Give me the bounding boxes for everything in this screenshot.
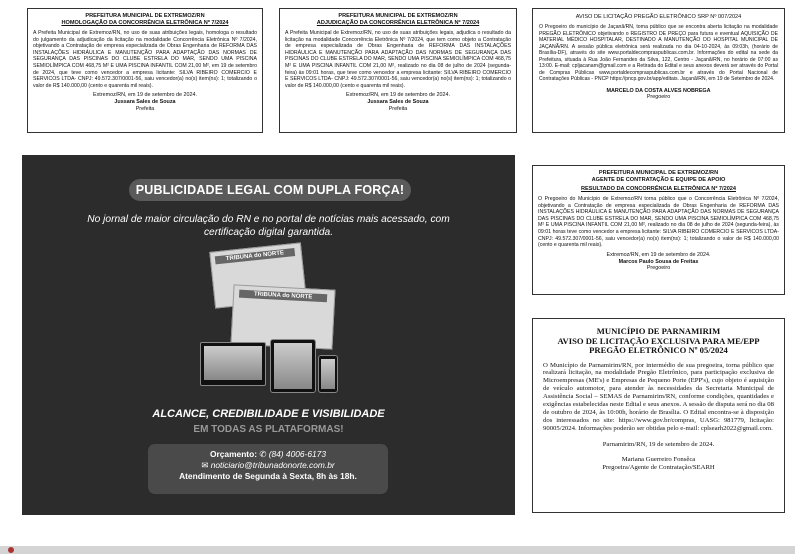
notice-role: Pregoeira/Agente de Contratação/SEARH: [602, 464, 715, 472]
email-icon: ✉: [201, 460, 209, 470]
notice-org: PREFEITURA MUNICIPAL DE EXTREMOZ/RN: [338, 13, 458, 19]
notice-signer: Jussara Sales de Souza: [114, 99, 176, 106]
phone-icon: [318, 355, 338, 393]
notice-heading: AVISO DE LICITAÇÃO EXCLUSIVA PARA ME/EPP: [557, 335, 760, 346]
newspaper-devices-illustration: [192, 247, 342, 397]
notice-date: Extremoz/RN, em 19 de setembro de 2024.: [93, 92, 197, 99]
notice-date: Parnamirim/RN, 19 de setembro de 2024.: [602, 440, 715, 448]
ad-contact-box: [148, 444, 388, 494]
notice-body: O Município de Parnamirim/RN, por intermédio de sua pregoeira, torna público que realizará licitação, na modalidade Pregão Eletrônico, para participação exclusiva de Microempresas (ME's) e Empresas de Pequeno Porte (EPP's), cujo objeto é aquisição de veículo automotor, para atender às necessidades da Secretaria Municipal de Assistência Social – SEMAS de Parnamirim/RN, conforme condições, quantidades e exigências estabelecidas neste Edital e seus anexos. A sessão de disputa será no dia 08 de outubro de 2024, às 10:00h, horário de Brasília. O Edital encontra-se à disposição dos interessados no site: https://www.gov.br/compras, UASG: 981779, licitação: 90005/2024. Informações poderão ser obtidas pelo e-mail: cplsearh2022@gmail.com.: [543, 361, 774, 432]
notice-body: A Prefeita Municipal de Extremoz/RN, no uso de suas atribuições legais, homologa o resultado do julgamento da adjudicação da licitação na modalidade Concorrência Eletrônica Nº 7/2024, objetivando a Contratação de empresa especializada de Obras Engenharia de REFORMA DAS INSTALAÇÕES HIDRÁULICA E MANUTENÇÃO PARA ADAPTAÇÃO DAS NORMAS DE SEGURANÇA DAS PISCINAS DO CLUBE ESTRELA DO MAR, SENDO UMA PISCINA SEMIOLÍMPICA COM 468,75 M² E UMA PISCINA INFANTIL COM 21,00 M², em 19 de setembro de 2024, que teve como vencedor a empresa licitante: SILVA RIBEIRO COMERCIO E SERVICOS LTDA- CNPJ: 49.572.307/0001-56, saiu vencedor(a) no(s) item(ns): 1; totalizando o valor de R$ 140.000,00 (cento e quarenta mil reais).: [33, 30, 257, 89]
notice-org: PREFEITURA MUNICIPAL DE EXTREMOZ/RN: [598, 170, 719, 176]
notice-signer: Jussara Sales de Souza: [367, 99, 429, 106]
notice-parnamirim: [532, 318, 785, 513]
ad-title: PUBLICIDADE LEGAL COM DUPLA FORÇA!: [129, 179, 411, 201]
tablet-icon: [270, 339, 316, 393]
notice-role: Pregoeiro: [646, 265, 671, 272]
notice-role: Pregoeiro: [646, 94, 671, 101]
notice-heading: AVISO DE LICITAÇÃO PREGÃO ELETRÔNICO SRP Nº 007/2024: [575, 14, 742, 20]
notice-body: A Prefeita Municipal de Extremoz/RN, no uso de suas atribuições legais, adjudica o resultado da licitação na modalidade Concorrência Eletrônica Nº 7/2024, que tem como objeto a Contratação de empresa especializada de Obras Engenharia de REFORMA DAS INSTALAÇÕES HIDRÁULICA E MANUTENÇÃO PARA ADAPTAÇÃO DAS NORMAS DE SEGURANÇA DAS PISCINAS DO CLUBE ESTRELA DO MAR, SENDO UMA PISCINA SEMIOLÍMPICA COM 468,75 M² E UMA PISCINA INFANTIL COM 21,00 M², realizado no dia 08 de julho de 2024 (segunda-feira) às 09:01 horas, que teve como vencedor a empresa licitante: SILVA RIBEIRO COMERCIO E SERVICOS LTDA- CNPJ: 49.572.307/0001-56, saiu vencedor(a) no(s) item(ns): 1; totalizando o valor de R$ 140.000,00 (cento e quarenta mil reais).: [285, 30, 511, 89]
notice-role: Prefeita: [388, 105, 408, 112]
notice-org: PREFEITURA MUNICIPAL DE EXTREMOZ/RN: [85, 13, 205, 19]
masthead-text: TRIBUNA do NORTE: [215, 248, 295, 264]
viewer-dot-icon: [8, 547, 14, 553]
tribuna-advertisement: [22, 155, 515, 515]
notice-resultado: [532, 165, 785, 295]
notice-org: MUNICÍPIO DE PARNAMIRIM: [596, 326, 721, 336]
notice-date: Extremoz/RN, em 19 de setembro de 2024.: [346, 92, 450, 99]
ad-slogan-platforms: EM TODAS AS PLATAFORMAS!: [193, 424, 344, 435]
notice-signer: Mariana Guerreiro Fonsêca: [621, 455, 696, 463]
notice-heading: ADJUDICAÇÃO DA CONCORRÊNCIA ELETRÔNICA Nº 7/2024: [316, 20, 480, 26]
notice-jacana-pregao: [532, 8, 785, 133]
whatsapp-icon: ✆: [259, 449, 267, 459]
ad-subtitle: No jornal de maior circulação do RN e no portal de notícias mais acessado, com certificação digital garantida.: [87, 214, 450, 238]
ad-slogan: ALCANCE, CREDIBILIDADE E VISIBILIDADE: [152, 408, 385, 420]
notice-heading: RESULTADO DA CONCORRÊNCIA ELETRÔNICA Nº 7/2024: [580, 186, 737, 192]
notice-adjudicacao: [279, 8, 517, 133]
contact-email: noticiario@tribunadonorte.com.br: [210, 460, 335, 470]
notice-signer: MARCELO DA COSTA ALVES NOBREGA: [606, 87, 711, 94]
viewer-bottom-bar: [0, 546, 795, 554]
contact-hours: Atendimento de Segunda à Sexta, 8h às 18h.: [179, 471, 357, 481]
notice-org-2: AGENTE DE CONTRATAÇÃO E EQUIPE DE APOIO: [591, 177, 726, 183]
notice-homologacao: [27, 8, 263, 133]
contact-phone: (84) 4006-6173: [268, 449, 326, 459]
notice-body: O Pregoeiro do município de Jaçanã/RN, torna público que se encontra aberta licitação na modalidade PREGÃO ELETRÔNICO objetivando o REGISTRO DE PREÇO para futura e eventual AQUISIÇÃO DE MATERIAL MÉDICO HOSPITALAR, DESTINADO A MANUTENÇÃO DO HOSPITAL MUNICIPAL DE JAÇANÃ/RN. A sessão pública eletrônica será realizada no dia 04-10-2024, às 09:03h, (horário de Brasília-DF), através do site www.portaldecompraspublicas.com.br. Informações do edital na sede da Prefeitura, situada à Rua João Fernandes da Silva, 122, Centro - Jaçanã/RN, no horário de 07:00 as 13:00. E-mail: cpljacanarn@gmail.com e a Retirada do Edital e seus anexos deverá ser através do Portal de Compras Públicas www.portaldecompraspublicas.com.br e através do Portal Nacional de Contratações Públicas - PNCP https://pncp.gov.br/app/editais. Jaçanã/RN, em 19 de Setembro de 2024.: [539, 24, 778, 82]
masthead-text-2: TRIBUNA do NORTE: [239, 290, 327, 303]
notice-signer: Marcos Paulo Sousa de Freitas: [618, 258, 699, 265]
notice-body: O Pregoeiro do Município de Extremoz/RN torna público que o Concorrência Eletrônica Nº 7/2024, objetivando a Contratação de empresa especializada de Obras Engenharia de REFORMA DAS INSTALAÇÕES HIDRÁULICA E MANUTENÇÃO PARA ADAPTAÇÃO DAS NORMAS DE SEGURANÇA DAS PISCINAS DO CLUBE ESTRELA DO MAR, SENDO UMA PISCINA SEMIOLÍMPICA COM 468,75 M² E UMA PISCINA INFANTIL COM 21,00 M², realizado no dia 08 de julho de 2024 (segunda-feira), às 09:01 horas teve como vencedor a empresa licitante: SILVA RIBEIRO COMERCIO E SERVICOS LTDA- CNPJ: 49.572.307/0001-56, saiu vencedor(a) no(s) item(ns): 1; totalizando o valor de R$ 140.000,00 (cento e quarenta mil reais).: [538, 196, 779, 249]
notice-date: Extremoz/RN, em 19 de setembro de 2024.: [606, 251, 711, 258]
contact-label: Orçamento:: [210, 449, 258, 459]
notice-role: Prefeita: [135, 105, 155, 112]
laptop-icon: [200, 342, 266, 386]
notice-heading-2: PREGÃO ELETRÔNICO Nº 05/2024: [589, 345, 728, 355]
notice-heading: HOMOLOGAÇÃO DA CONCORRÊNCIA ELETRÔNICA Nº 7/2024: [61, 20, 229, 26]
